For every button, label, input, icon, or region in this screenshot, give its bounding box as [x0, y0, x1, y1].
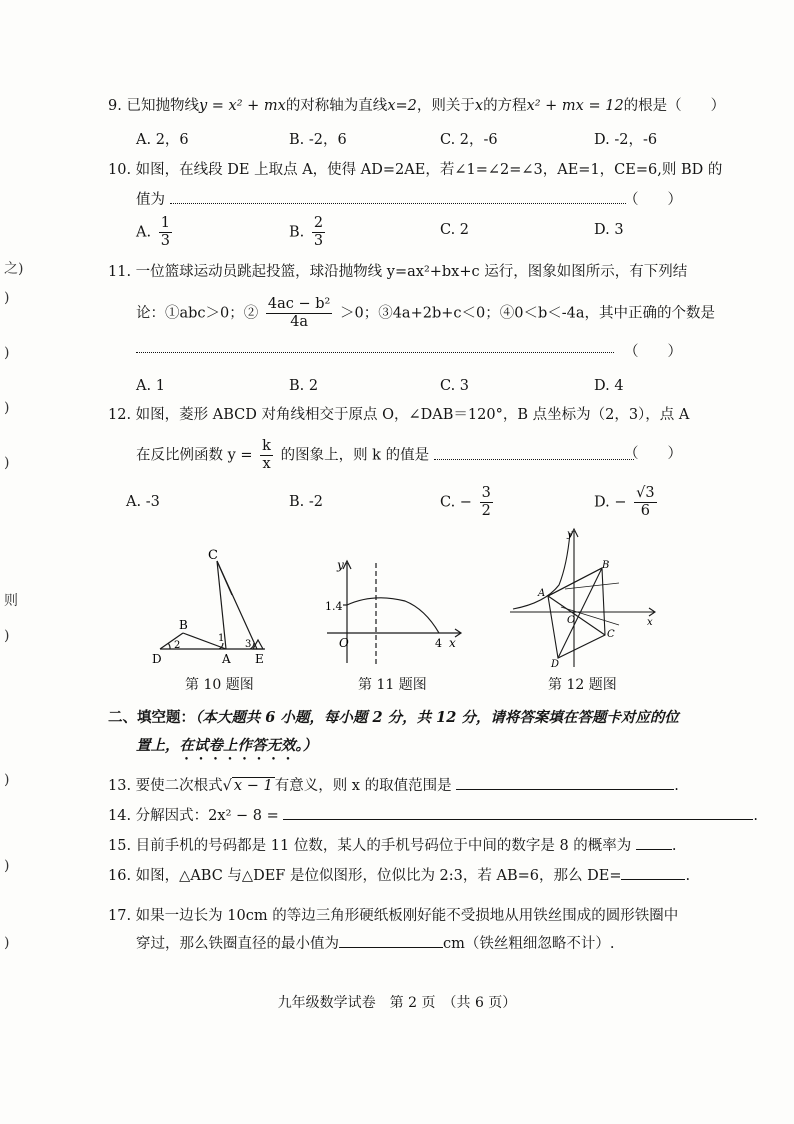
- option-d: [594, 485, 660, 520]
- radicand: x − 1: [233, 778, 273, 794]
- answer-blank[interactable]: [621, 879, 685, 880]
- margin-mark: ): [4, 400, 10, 416]
- question-number: 13.: [108, 778, 132, 794]
- answer-blank[interactable]: [339, 947, 443, 948]
- option-d: D. 4: [594, 378, 624, 394]
- question-text: 的图象上，则 k 的值是: [280, 447, 430, 464]
- label-d: D: [152, 652, 162, 666]
- end-punct: .: [753, 808, 758, 824]
- frac-den: 4a: [290, 314, 309, 330]
- option-b: [289, 215, 328, 250]
- answer-paren: （ ）: [624, 344, 682, 360]
- question-text: 如图，△ABC 与△DEF 是位似图形，位似比为 2:3，若 AB=6，那么 DE=: [135, 868, 622, 884]
- question-text: 如图，菱形 ABCD 对角线相交于原点 O，∠DAB＝120°，B 点坐标为（2，3），点 A: [135, 407, 690, 423]
- question-number: 11.: [108, 264, 132, 280]
- option-label: D. −: [594, 494, 627, 511]
- frac-den: 6: [640, 503, 650, 519]
- frac-num: 2: [313, 215, 324, 231]
- question-number: 14.: [108, 808, 132, 824]
- angle-1-label: 1: [218, 633, 225, 644]
- option-a: A. -3: [126, 494, 160, 510]
- margin-mark: ): [4, 290, 10, 306]
- question-text: 已知抛物线: [126, 98, 199, 114]
- option-d: D. -2，-6: [594, 132, 658, 148]
- angle-2-label: 2: [174, 640, 181, 651]
- section-note: （本大题共 6 小题，每小题 2 分，共 12 分，请将答案填在答题卡对应的位: [195, 709, 679, 726]
- question-16: [108, 866, 690, 886]
- question-text: 的对称轴为直线: [285, 98, 388, 114]
- figure-11: [325, 555, 465, 670]
- question-text: 值为: [136, 192, 165, 208]
- frac-den: 3: [313, 233, 324, 249]
- question-text: ＞0；③4a+2b+c＜0；④0＜b＜-4a，其中正确的个数是: [339, 305, 715, 322]
- section-title: 二、填空题：: [108, 710, 195, 726]
- option-b: B. -2，6: [289, 132, 347, 148]
- option-label: A.: [136, 224, 152, 241]
- answer-blank[interactable]: [283, 819, 753, 820]
- dotted-leader: [434, 447, 634, 460]
- figure-10-caption: 第 10 题图: [185, 677, 254, 693]
- option-b: B. 2: [289, 378, 319, 394]
- end-punct: .: [685, 868, 691, 884]
- option-a: A. 1: [136, 378, 165, 394]
- frac-num: 3: [481, 485, 491, 501]
- question-text: 如图，在线段 DE 上取点 A，使得 AD=2AE，若∠1=∠2=∠3，AE=1，CE=6,则 BD 的: [135, 162, 723, 178]
- question-text: 穿过，那么铁圈直径的最小值为: [136, 936, 339, 952]
- question-number: 12.: [108, 407, 132, 423]
- y-intercept-label: 1.4: [325, 600, 343, 613]
- question-text: ，则关于: [416, 98, 475, 114]
- end-punct: .: [671, 838, 677, 854]
- frac-num: 4ac − b²: [267, 296, 331, 312]
- answer-blank[interactable]: [636, 849, 672, 850]
- label-c: C: [208, 548, 218, 563]
- question-10-line2: [136, 190, 626, 210]
- question-number: 16.: [108, 868, 132, 884]
- margin-mark: 之): [4, 261, 24, 277]
- question-text: 如果一边长为 10cm 的等边三角形硬纸板刚好能不受损地从用铁丝围成的圆形铁圈中: [135, 908, 679, 924]
- question-11: [108, 262, 687, 282]
- equation: x=2: [387, 98, 417, 114]
- question-text: 要使二次根式: [135, 778, 223, 794]
- label-b: B: [602, 560, 610, 571]
- y-axis-label: y: [337, 558, 344, 572]
- frac-num: 1: [160, 215, 170, 231]
- x-intercept-label: 4: [435, 637, 442, 650]
- frac-den: 2: [481, 503, 491, 519]
- frac-den: x: [262, 456, 271, 472]
- question-number: 10.: [108, 162, 132, 178]
- section-note: 。）: [295, 737, 318, 754]
- y-axis-label: y: [567, 529, 573, 540]
- section-note: 置上，: [136, 737, 180, 754]
- question-17: [108, 906, 678, 926]
- margin-mark: ): [4, 935, 10, 951]
- question-text: 目前手机的号码都是 11 位数，某人的手机号码位于中间的数字是 8 的概率为: [135, 838, 632, 854]
- option-a: A. 2，6: [136, 132, 189, 148]
- option-b: B. -2: [289, 494, 323, 510]
- frac-num: k: [262, 438, 271, 454]
- question-14: [108, 806, 758, 826]
- margin-mark: ): [4, 345, 10, 361]
- x-axis-label: x: [647, 617, 653, 628]
- option-d: D. 3: [594, 222, 624, 238]
- question-text: 论：①abc＞0；②: [136, 305, 259, 322]
- option-c: C. 2: [440, 222, 470, 238]
- equation: y = x² + mx: [198, 98, 286, 114]
- question-text: 在反比例函数 y =: [136, 447, 253, 464]
- question-12: [108, 405, 689, 425]
- margin-mark: ): [4, 772, 10, 788]
- label-a: A: [538, 588, 546, 599]
- section-note-emphasis: 在试卷上作答无效: [179, 737, 296, 754]
- question-12-line2: [136, 438, 634, 473]
- question-text: 一位篮球运动员跳起投篮，球沿抛物线 y=ax²+bx+c 运行，图象如图所示，有下列结: [135, 264, 688, 280]
- option-c: C. 3: [440, 378, 470, 394]
- dotted-leader: [170, 191, 626, 204]
- question-17-line2: [136, 934, 614, 954]
- dotted-leader-row: [136, 340, 614, 357]
- label-b: B: [179, 618, 188, 632]
- figure-11-caption: 第 11 题图: [358, 677, 427, 693]
- angle-3-label: 3: [245, 639, 252, 650]
- answer-paren: （ ）: [624, 446, 682, 462]
- section-2-note-line2: [136, 736, 317, 763]
- answer-paren: （ ）: [624, 192, 682, 208]
- margin-mark: ): [4, 455, 10, 471]
- dotted-leader: [136, 340, 614, 353]
- label-e: E: [255, 652, 264, 666]
- answer-blank[interactable]: [456, 789, 674, 790]
- question-10: [108, 160, 722, 180]
- question-13: [108, 776, 679, 796]
- question-number: 17.: [108, 908, 132, 924]
- figure-12: [505, 525, 665, 670]
- question-number: 15.: [108, 838, 132, 854]
- option-label: B.: [289, 224, 305, 241]
- label-o: O: [567, 615, 576, 626]
- option-a: [136, 215, 175, 250]
- question-text: 有意义，则 x 的取值范围是: [274, 778, 452, 794]
- origin-label: O: [339, 636, 349, 650]
- page-footer: 九年级数学试卷 第 2 页 （共 6 页）: [277, 995, 517, 1011]
- question-text: 的方程: [483, 98, 527, 114]
- question-text: 的根是（ ）: [623, 98, 726, 114]
- question-11-line2: [136, 296, 715, 331]
- margin-mark: ): [4, 858, 10, 874]
- end-punct: .: [674, 778, 679, 794]
- question-9: [108, 96, 725, 116]
- variable: x: [474, 98, 484, 114]
- label-d: D: [551, 659, 560, 670]
- frac-num: √3: [636, 485, 655, 501]
- question-text: 分解因式：2x² − 8 =: [135, 808, 279, 824]
- option-label: C. −: [440, 494, 472, 511]
- margin-mark: 则: [4, 593, 18, 609]
- option-c: C. 2，-6: [440, 132, 498, 148]
- margin-mark: ): [4, 628, 10, 644]
- question-text: cm（铁丝粗细忽略不计）.: [443, 936, 615, 952]
- frac-den: 3: [160, 233, 170, 249]
- equation: x² + mx = 12: [526, 98, 624, 114]
- question-number: 9.: [108, 98, 122, 114]
- section-2-header: [108, 708, 679, 728]
- x-axis-label: x: [449, 636, 456, 650]
- sqrt-expression: √ x − 1: [222, 778, 273, 794]
- question-15: [108, 836, 677, 856]
- option-c: [440, 485, 496, 520]
- label-c: C: [607, 629, 615, 640]
- label-a: A: [222, 652, 231, 666]
- figure-10: [150, 545, 280, 670]
- figure-12-caption: 第 12 题图: [548, 677, 617, 693]
